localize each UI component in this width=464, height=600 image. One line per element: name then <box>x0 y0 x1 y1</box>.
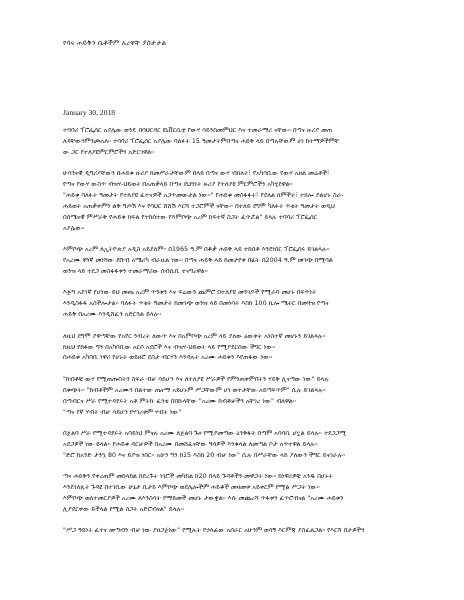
text-line: እጅግ አደገኛ የሆነው ይህ መጤ አረም ጥንቱን እና ፍሬውን ጨምሮ በተለያዩ መንገዶች የሚራባ መሆኑ በፍጥነት <box>63 289 317 297</box>
text-line: "ከብቶቹ ውሃ የሚጠጡበትን ስፍራ ብቻ ሳይሆን እና ለተለያዩ ሥራዎች የምንጠቀምበትን ሃይቅ ሊናጣው ነው" ይላሉ <box>63 375 329 383</box>
text-line: ወንዝ ላይ ተደጋ መስፋፋቱን ተመራማሪው ሰብሲቢ ተናግረዋል። <box>63 267 208 275</box>
text-line: አያሌው። <box>63 224 85 232</box>
paragraph <box>63 245 407 278</box>
paragraph <box>63 288 407 321</box>
text-line: አደጋዎች ነው ይላል። የሐይቁ ዳርቻዎች በአረሙ በመሸፈናቸው ዓሳዎች እንቁላል ለመጣል ቦታ አጥተዋል ይላሉ። <box>63 440 318 448</box>
paragraph <box>63 526 407 537</box>
text-line: እምቦጭ አረም ለኢትዮጵያ አዲስ አይደለም። በ1965 ዓ.ም በቆቃ ሐይቅ ላይ ተከሰቶ እንደነበር ፕሮፌሰሩ ይገልጻሉ። <box>63 246 330 254</box>
text-line: "ሥጋ ዓይነት ፈተና መጣብን ብቻ ነው ያዘጋጀነው" የሚሉት የኃላፊው አሰራር አሁንም ወሳኝ እርምጃ ያስፈልጋል። የእርሻ በታዎችን <box>63 527 365 535</box>
document-title: የሳና ሐይቅን ሴቶችም አረዋቸ ያስታታል <box>63 38 167 47</box>
paragraph <box>63 429 407 462</box>
text-line: በጀልባ ሥራ የሚተዳደሩት አባይነህ ምናሉ አረሙ ለጀልባ ጉዞ የሚያመጣው ዕንቅፋት በጣም አሳሳቢ ሆኗል ይላሉ። ተደጋጋሚ <box>63 429 347 437</box>
text-line: ለዳቸውንምንጮአለ። ተባባሪ ፕሮፌሰር አያሌው ባለፉት 15 ዓመታትምበጣና ሐይቅ ላይ በጣሉቸውም ሀገ ከተማዎችምቸ <box>63 137 339 145</box>
text-line: ጣና ሐይቅን የቀረጠም መከላከል ከደረጉት ነገሮች መካከል ከ20 በላይ ጉዳቶችን መዋጋት ነው። ከነዋሪዎቹ አንዱ በሆኑት <box>63 473 333 481</box>
paragraph <box>63 332 407 365</box>
text-line: በሐይቁ አካባቢ ነዋሪ የሆኑት ወይዘሮ ደስታ ብርሃን እንዳሉት አረሙ ሐይቁን እየጠፋው ነው። <box>63 354 273 362</box>
text-line: ተባባሪ ፕሮፌሰር አያሌው ወንዴ በባህርዳር ዩኒቨርሲቲ የውሃ ሳይንስመምህር እና ተመራማሪ ናቸው። በጣና ዙሪያ መጠ <box>63 127 333 134</box>
text-line: በጣብርና ሥራ የሚተዳደሩት አቶ ምትኩ ፈንቴ በበኩላቸው "አረሙ ከብቶቻችን አቸገረ ነው" ብለዋል። <box>63 397 296 405</box>
text-line: ው ጋር የተለያዩምርምሮችን አድርገዋል። <box>63 148 155 156</box>
text-line: "ጣና የኛ ሃብት ብቻ ሳይሆን የሃገሪቱም ሃብት ነው" <box>63 408 182 416</box>
text-line: ለዚህ ደግሞ ያዋጣቸው የአየር ንብረት ለውጥ እና በአምቦጭ አረም ላይ ያለው ዕውቀት አነስተኛ መሆኑን ይገልጻሉ። <box>63 332 326 340</box>
paragraph <box>63 169 407 234</box>
text-line: ሊያደርቀው ይችላል የሚል ስጋት አድሮብናል" ይላሉ። <box>63 505 184 513</box>
paragraph <box>63 375 407 419</box>
text-line: የጣና የውሃ ውስጥ ብዝሃ-ህይወት በአጠቃላይ በጣና ደህንነት ዙሪያ የተለያዩ ምርምሮችን አካሂደዋል። <box>63 181 293 189</box>
text-line: ሐይወት አጠቃቀምን ልቅ ግጦሽ እና የባህር ሸሸሽ እርሻ ተጋሮምች ናቸው። በተለይ ደግሞ ካለፉት ጥቂት ዓመታት ወዲህ <box>63 202 335 210</box>
text-line: እንደገለጹት ጉዳዩ በተገቢው ሁኔታ ቢታይ እምቦጭ ወደሌሎችም ሐይቆች መዛመቱ አይቀርም የሚል ሥጋት ነው። <box>63 484 320 492</box>
text-line: በሰሜናዊ ምሥራቅ የሐይቁ ክፍል የተከሰተው የእምቦጭ አረም ከፍተኛ ስጋት ፈጥሯል" ይላሉ ተባባሪ ፕሮፌሰር <box>63 213 318 221</box>
paragraph <box>63 126 407 159</box>
text-line: ሁሳንናዊ ዲግሪያቸውን በሐይቁ ዙሪያ ከመሥራታቸውም በላይ በጣና ውሃ ብክለት፣ የአካባቢው የውሃ አዘል መሬቶች፣ <box>63 170 330 178</box>
text-line: ሐይቅ በአረሙ እንዲሸፈን አድርጓል ይላሉ። <box>63 311 162 319</box>
text-line: በቁጭት። "ከብቶችም አረሙን በልተው ጤናማ አይሆኑም ሥጋቸውም ሆነ ወተታቸው አይጣፍጥም" ሲሉ ይገልጻሉ። <box>63 386 326 394</box>
text-line: የአረሙ ዋነኛ መነሻው ደቡብ አሜሪካ ብራዚል ነው። በጣና ሐይቅ ላይ ከመታየቱ በፊት በ2004 ዓ.ም መገጭ በሚባል <box>63 257 333 265</box>
text-line: "ሐይቁ ባለፉት ዓመታት የተለያዩ ፈተናዎች አጋጥመውታል ነው።" የሐይቁ መስፋፋት፣ የደለል ክምችት፣ ተክሎ ያልሆኑ ስራ- <box>63 192 344 200</box>
document-date: January 30, 2018 <box>63 108 116 117</box>
text-line: እምቦጭ ወለተመርያዎች አረሙ ለእንስሳት የማይመች መሆኑ ታውቋል። እሱ መጨረሻ ጥፋቱን ፈጥሮብናል "አረሙ ሐይቁን <box>63 494 344 502</box>
text-line: ከዚህ የከፋው ግን በአካባቢው አርሶ አደሮች እና ብዝሃ-ህይወት ላይ የሚያደርሰው ችግር ነው። <box>63 343 276 351</box>
text-line: እንዲስፋፋ አስችሎታል። ባለፉት ጥቂት ዓመታት ከመገጭ ወንዝ ላይ በመነሳት እስከ 100 ኪሎ ሜትር በመጓዝ የጣና <box>63 300 329 308</box>
text-line: "ድሮ ከአንድ ታንኳ 80 እና ይያዝ ነበር። አሁን ግን ከ15 እስከ 20 ብቻ ነው" ሲሉ በሥራቸው ላይ ያለውን ችግር ይናገራሉ። <box>63 451 346 459</box>
document-body <box>63 126 407 548</box>
paragraph <box>63 472 407 516</box>
